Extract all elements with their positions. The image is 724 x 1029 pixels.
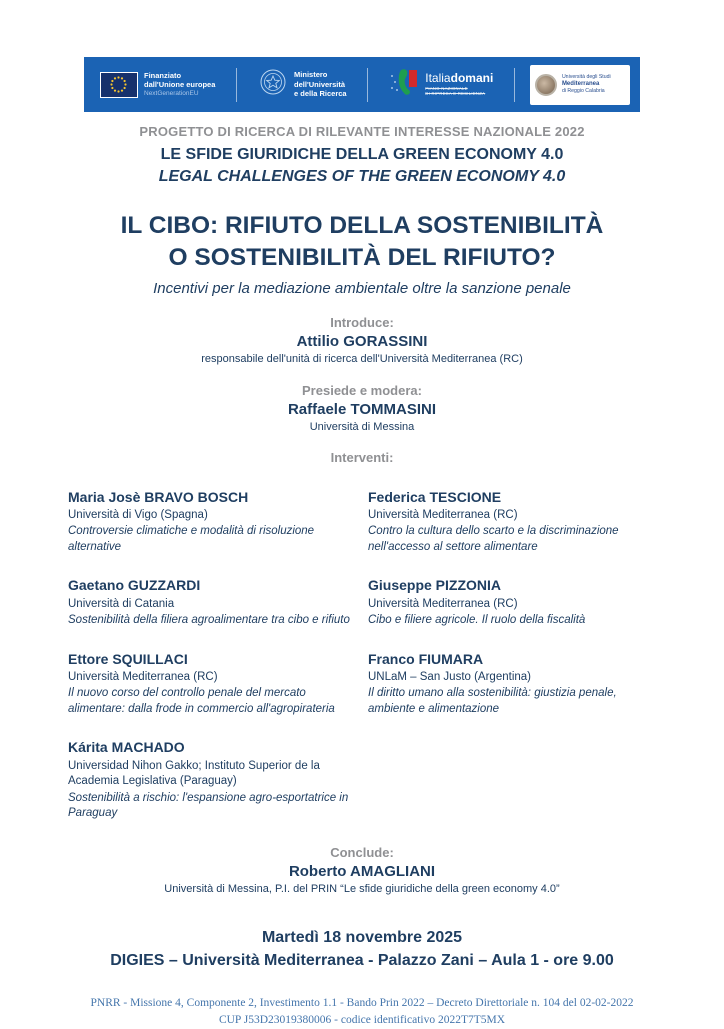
speaker-affiliation: Universidad Nihon Gakko; Instituto Superior de la Academia Legislativa (Paraguay) <box>68 759 320 788</box>
italiadomani-logo <box>383 66 499 103</box>
introduce-block <box>0 315 724 365</box>
university-line2: Mediterranea <box>561 80 600 87</box>
pnrr-footer-line2: CUP J53D23019380006 - codice identificativo 2022T7T5MX <box>218 1013 506 1026</box>
interventi-label: Interventi: <box>330 449 394 465</box>
ministry-line1: Ministero <box>294 70 328 80</box>
speaker-talk-title: Contro la cultura dello scarto e la discriminazione nell'accesso al settore alimentare <box>368 525 619 553</box>
speaker-pizzonia <box>368 576 668 628</box>
italiadomani-name <box>425 72 493 85</box>
speaker-talk-title: Cibo e filiere agricole. Il ruolo della fiscalità <box>368 614 586 627</box>
banner-divider <box>367 68 368 102</box>
speaker-talk-title: Il diritto umano alla sostenibilità: giustizia penale, ambiente e alimentazione <box>368 687 617 715</box>
event-title-line1: IL CIBO: RIFIUTO DELLA SOSTENIBILITÀ <box>120 212 604 239</box>
italiadomani-name-light: Italia <box>425 71 451 86</box>
pnrr-footer-line1: PNRR - Missione 4, Componente 2, Investimento 1.1 - Bando Prin 2022 – Decreto Direttoriale n. 104 del 02-02-2022 <box>90 996 634 1009</box>
speaker-affiliation: Università Mediterranea (RC) <box>68 670 218 683</box>
ministry-text <box>294 70 347 98</box>
eu-funding-line2: dall'Unione europea <box>144 79 216 89</box>
eu-funding-text <box>144 71 215 99</box>
eu-funding-line1: Finanziato <box>144 70 182 80</box>
speaker-name: Maria Josè BRAVO BOSCH <box>68 488 249 505</box>
event-title <box>0 210 724 275</box>
event-subtitle: Incentivi per la mediazione ambientale oltre la sanzione penale <box>153 279 571 297</box>
event-title-line2: O SOSTENIBILITÀ DEL RIFIUTO? <box>168 244 556 272</box>
italiadomani-sub2: DI RIPRESA E RESILIENZA <box>425 91 486 97</box>
introduce-name: Attilio GORASSINI <box>296 332 428 350</box>
speaker-talk-title: Sostenibilità della filiera agroalimentare tra cibo e rifiuto <box>68 614 350 627</box>
moderator-affiliation: Università di Messina <box>309 420 415 433</box>
italy-emblem-icon <box>258 67 288 102</box>
conclude-affiliation: Università di Messina, P.I. del PRIN “Le sfide giuridiche della green economy 4.0” <box>164 882 560 895</box>
speaker-talk-title: Sostenibilità a rischio: l'espansione agro-esportatrice in Paraguay <box>68 791 349 820</box>
speakers-grid <box>0 488 724 843</box>
speaker-name: Kárita MACHADO <box>68 739 185 756</box>
eu-funding-line3: NextGenerationEU <box>144 90 199 98</box>
speaker-affiliation: Università di Vigo (Spagna) <box>68 508 208 521</box>
speaker-talk-title: Controversie climatiche e modalità di risoluzione alternative <box>68 525 315 553</box>
ministry-line2: dell'Università <box>294 79 346 89</box>
speaker-squillaci <box>68 650 368 718</box>
speaker-affiliation: Università Mediterranea (RC) <box>368 508 518 521</box>
poster-content <box>0 124 724 1029</box>
italiadomani-sub1: PIANO NAZIONALE <box>425 85 468 91</box>
eu-flag-icon <box>100 72 138 98</box>
university-line3: di Reggio Calabria <box>561 88 605 95</box>
speaker-affiliation: Università di Catania <box>68 597 175 610</box>
speaker-bravo-bosch <box>68 488 368 556</box>
speaker-name: Federica TESCIONE <box>368 488 502 505</box>
speaker-machado <box>68 738 368 821</box>
italiadomani-name-bold: domani <box>450 71 494 86</box>
speaker-talk-title: Il nuovo corso del controllo penale del mercato alimentare: dalla frode in commercio all'agropirateria <box>68 687 335 715</box>
event-date: Martedì 18 novembre 2025 <box>261 928 463 946</box>
university-line1: Università degli Studi <box>561 73 611 80</box>
speaker-fiumara <box>368 650 668 718</box>
banner-divider <box>236 68 237 102</box>
project-line: PROGETTO DI RICERCA DI RILEVANTE INTERESSE NAZIONALE 2022 <box>139 124 585 139</box>
project-title-english: LEGAL CHALLENGES OF THE GREEN ECONOMY 4.0 <box>158 168 566 185</box>
university-text <box>562 74 611 95</box>
speaker-name: Ettore SQUILLACI <box>68 650 188 667</box>
moderator-name: Raffaele TOMMASINI <box>287 400 437 418</box>
moderator-label: Presiede e modera: <box>302 382 422 398</box>
conclude-block <box>0 845 724 895</box>
speaker-affiliation: UNLaM – San Justo (Argentina) <box>368 670 531 683</box>
eu-funding-logo <box>94 71 221 99</box>
speaker-name: Giuseppe PIZZONIA <box>368 577 502 594</box>
conclude-name: Roberto AMAGLIANI <box>288 862 436 880</box>
speaker-name: Franco FIUMARA <box>368 650 484 667</box>
conclude-label: Conclude: <box>330 844 394 860</box>
introduce-label: Introduce: <box>330 314 394 330</box>
introduce-affiliation: responsabile dell'unità di ricerca dell'Università Mediterranea (RC) <box>201 352 523 365</box>
project-title-italian: LE SFIDE GIURIDICHE DELLA GREEN ECONOMY 4.0 <box>160 146 564 163</box>
italiadomani-text <box>425 72 493 96</box>
funding-banner <box>84 57 640 112</box>
ministry-line3: e della Ricerca <box>294 89 347 99</box>
date-venue-block <box>0 929 724 970</box>
speaker-affiliation: Università Mediterranea (RC) <box>368 597 518 610</box>
speaker-name: Gaetano GUZZARDI <box>68 577 201 594</box>
banner-divider <box>514 68 515 102</box>
speaker-guzzardi <box>68 576 368 628</box>
speaker-tescione <box>368 488 668 556</box>
ministry-logo <box>252 67 353 102</box>
university-logo <box>530 65 630 105</box>
university-seal-icon <box>535 74 557 96</box>
event-venue: DIGIES – Università Mediterranea - Palazzo Zani – Aula 1 - ore 9.00 <box>110 951 614 969</box>
moderator-block <box>0 383 724 433</box>
italiadomani-flag-icon <box>389 66 419 103</box>
